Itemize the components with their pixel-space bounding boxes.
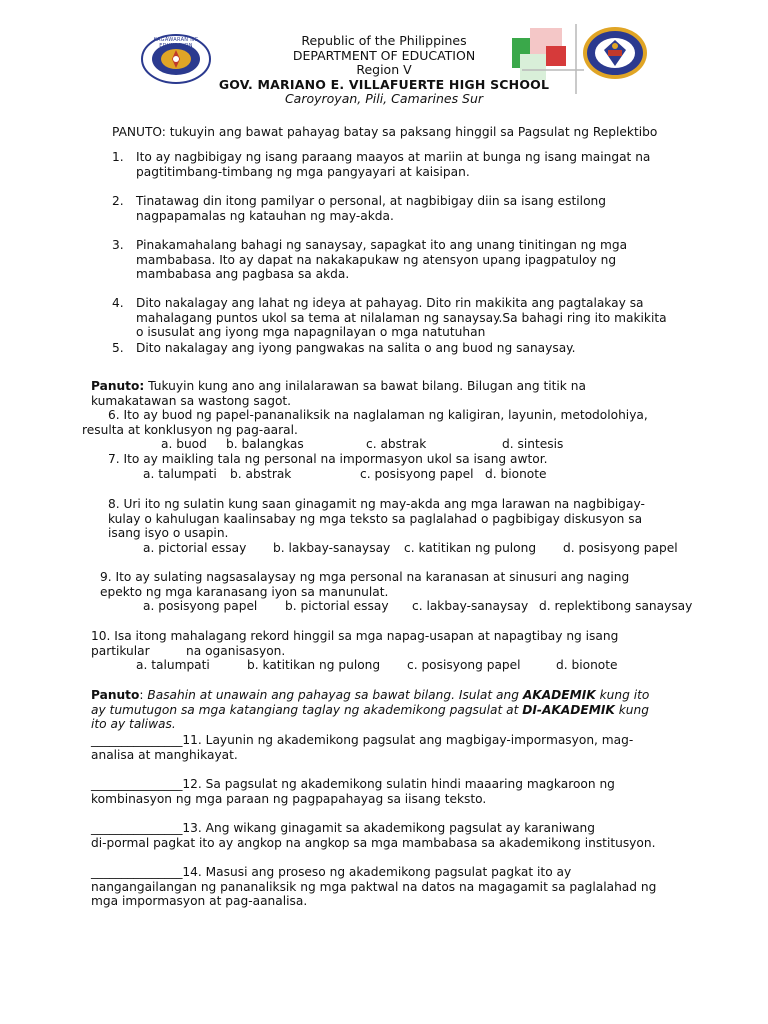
choices-7 — [0, 467, 768, 482]
instruction-text: Tukuyin kung ano ang inilalarawan sa bawat bilang. Bilugan ang titik na — [144, 379, 586, 393]
choice-b: b. abstrak — [230, 467, 292, 481]
question-text: isang isyo o usapin. — [108, 526, 229, 541]
choice-b: b. katitikan ng pulong — [247, 658, 381, 672]
instruction-text: ito ay taliwas. — [91, 717, 176, 732]
item-number: 1. — [112, 150, 124, 164]
choice-c: c. lakbay-sanaysay — [412, 599, 529, 613]
answer-blank[interactable]: _______________ — [91, 777, 183, 791]
question-text: kulay o kahulugan kaalinsabay ng mga teksto sa paglalahad o pagbibigay diskusyon sa — [108, 511, 643, 526]
part2-instruction — [91, 379, 731, 408]
choice-d: d. bionote — [485, 467, 547, 481]
part3-instruction — [91, 688, 731, 732]
seal-text: KAGAWARAN NG EDUKASYON — [153, 37, 199, 49]
choice-a: a. posisyong papel — [143, 599, 258, 613]
item-line: pagtitimbang-timbang ng mga pangyayari at kaisipan. — [136, 164, 470, 179]
choice-b: b. balangkas — [226, 437, 304, 451]
item-text: kombinasyon ng mga paraan ng pagpapahayag sa iisang teksto. — [91, 791, 487, 806]
item-text: mga impormasyon at pag-aanalisa. — [91, 894, 308, 909]
question-text: resulta at konklusyon ng pag-aaral. — [82, 423, 298, 437]
answer-blank[interactable]: _______________ — [91, 865, 183, 879]
choice-c: c. posisyong papel — [360, 467, 474, 481]
instruction-text: kung — [614, 702, 649, 717]
instruction-text: ay tumutugon sa mga katangiang taglay ng akademikong pagsulat at — [91, 702, 523, 717]
question-text: 8. Uri ito ng sulatin kung saan ginagamit ng may-akda ang mga larawan na nagbibigay- — [108, 497, 645, 511]
choice-b: b. lakbay-sanaysay — [273, 541, 391, 555]
choices-9 — [0, 599, 768, 614]
question-text: 9. Ito ay sulating nagsasalaysay ng mga personal na karanasan at sinusuri ang naging — [100, 570, 630, 584]
item-text: 12. Sa pagsulat ng akademikong sulatin hindi maaaring magkaroon ng — [182, 777, 615, 791]
item-line: Tinatawag din itong pamilyar o personal, at nagbibigay diin sa isang estilong — [136, 194, 606, 208]
item-text: di-pormal pagkat ito ay angkop na angkop sa mga mambabasa sa akademikong institusyon. — [91, 835, 656, 850]
answer-blank[interactable]: _______________ — [91, 821, 183, 835]
item-line: o isusulat ang iyong mga napagnilayan o mga natutuhan — [136, 325, 486, 340]
di-akademik-keyword: DI-AKADEMIK — [522, 702, 615, 717]
item-text: 13. Ang wikang ginagamit sa akademikong pagsulat ay karaniwang — [182, 821, 596, 835]
question-text: 6. Ito ay buod ng papel-pananaliksik na naglalaman ng kaligiran, layunin, metodolohiya, — [108, 408, 648, 422]
department-text: DEPARTMENT OF EDUCATION — [292, 47, 476, 63]
item-line: mambabasa ang pagbasa sa akda. — [136, 267, 350, 282]
item-text: nangangailangan ng pananaliksik ng mga paktwal na datos na magagamit sa paglalahad ng — [91, 879, 657, 894]
item-11 — [91, 733, 633, 762]
school-address: Caroyroyan, Pili, Camarines Sur — [284, 91, 484, 106]
choice-a: a. talumpati — [136, 658, 210, 672]
item-text: 14. Masusi ang proseso ng akademikong pagsulat pagkat ito ay — [182, 865, 572, 879]
question-10: 10. Isa itong mahalagang rekord hinggil sa mga napag-usapan at napagtibay ng isang — [91, 629, 619, 643]
item-line: Ito ay nagbibigay ng isang paraang maayos at mariin at bunga ng isang maingat na — [136, 150, 651, 164]
instruction-text: kumakatawan sa wastong sagot. — [91, 393, 292, 408]
question-text: na oganisasyon. — [186, 644, 286, 658]
question-text: epekto ng mga karanasang iyon sa manunulat. — [100, 584, 389, 599]
instruction-text: kung ito — [595, 688, 650, 702]
item-14 — [91, 865, 656, 909]
question-7: 7. Ito ay maikling tala ng personal na impormasyon ukol sa isang awtor. — [108, 452, 548, 466]
item-text: analisa at manghikayat. — [91, 747, 238, 762]
choices-8 — [0, 541, 768, 556]
item-line: Pinakamahalang bahagi ng sanaysay, sapagkat ito ang unang tinitingan ng mga — [136, 238, 628, 252]
choice-d: d. posisyong papel — [563, 541, 678, 555]
item-number: 3. — [112, 238, 124, 252]
choice-b: b. pictorial essay — [285, 599, 389, 613]
item-line: Dito nakalagay ang lahat ng ideya at pahayag. Dito rin makikita ang pagtalakay sa — [136, 296, 644, 310]
part1-instruction: PANUTO: tukuyin ang bawat pahayag batay sa paksang hinggil sa Pagsulat ng Replektibo — [112, 125, 658, 139]
question-9 — [100, 570, 629, 599]
republic-text: Republic of the Philippines — [301, 33, 467, 48]
choice-a: a. talumpati — [143, 467, 217, 481]
item-line: mambabasa. Ito ay dapat na nakakapukaw ng atensyon upang ipagpatuloy ng — [136, 252, 617, 267]
choice-d: d. bionote — [556, 658, 618, 672]
choice-c: c. katitikan ng pulong — [404, 541, 537, 555]
item-number: 2. — [112, 194, 124, 208]
region-text: Region V — [356, 62, 412, 77]
choices-10 — [0, 658, 768, 673]
question-text: partikular — [91, 644, 150, 658]
choice-a: a. buod — [161, 437, 207, 451]
item-line: nagpapamalas ng katauhan ng may-akda. — [136, 208, 394, 223]
choices-6 — [0, 437, 768, 452]
school-name: GOV. MARIANO E. VILLAFUERTE HIGH SCHOOL — [218, 76, 550, 92]
item-line: mahalagang puntos ukol sa tema at nilalaman ng sanaysay.Sa bahagi ring ito makikita — [136, 310, 667, 325]
item-number: 4. — [112, 296, 124, 310]
colon-text: : — [139, 688, 148, 702]
choice-c: c. abstrak — [366, 437, 427, 451]
choice-d: d. replektibong sanaysay — [539, 599, 693, 613]
instruction-text: Basahin at unawain ang pahayag sa bawat bilang. Isulat ang — [147, 688, 523, 702]
item-line: Dito nakalagay ang iyong pangwakas na salita o ang buod ng sanaysay. — [136, 341, 576, 355]
item-12 — [91, 777, 615, 806]
panuto-label: Panuto: — [91, 379, 145, 393]
choice-c: c. posisyong papel — [407, 658, 521, 672]
answer-blank[interactable]: _______________ — [91, 733, 183, 747]
item-13 — [91, 821, 655, 850]
panuto-label: Panuto — [91, 688, 140, 702]
choice-d: d. sintesis — [502, 437, 564, 451]
choice-a: a. pictorial essay — [143, 541, 247, 555]
item-number: 5. — [112, 341, 124, 355]
akademik-keyword: AKADEMIK — [522, 688, 596, 702]
question-8 — [108, 497, 645, 541]
letterhead — [0, 34, 768, 107]
question-6 — [108, 408, 648, 423]
item-text: 11. Layunin ng akademikong pagsulat ang magbigay-impormasyon, mag- — [182, 733, 634, 747]
